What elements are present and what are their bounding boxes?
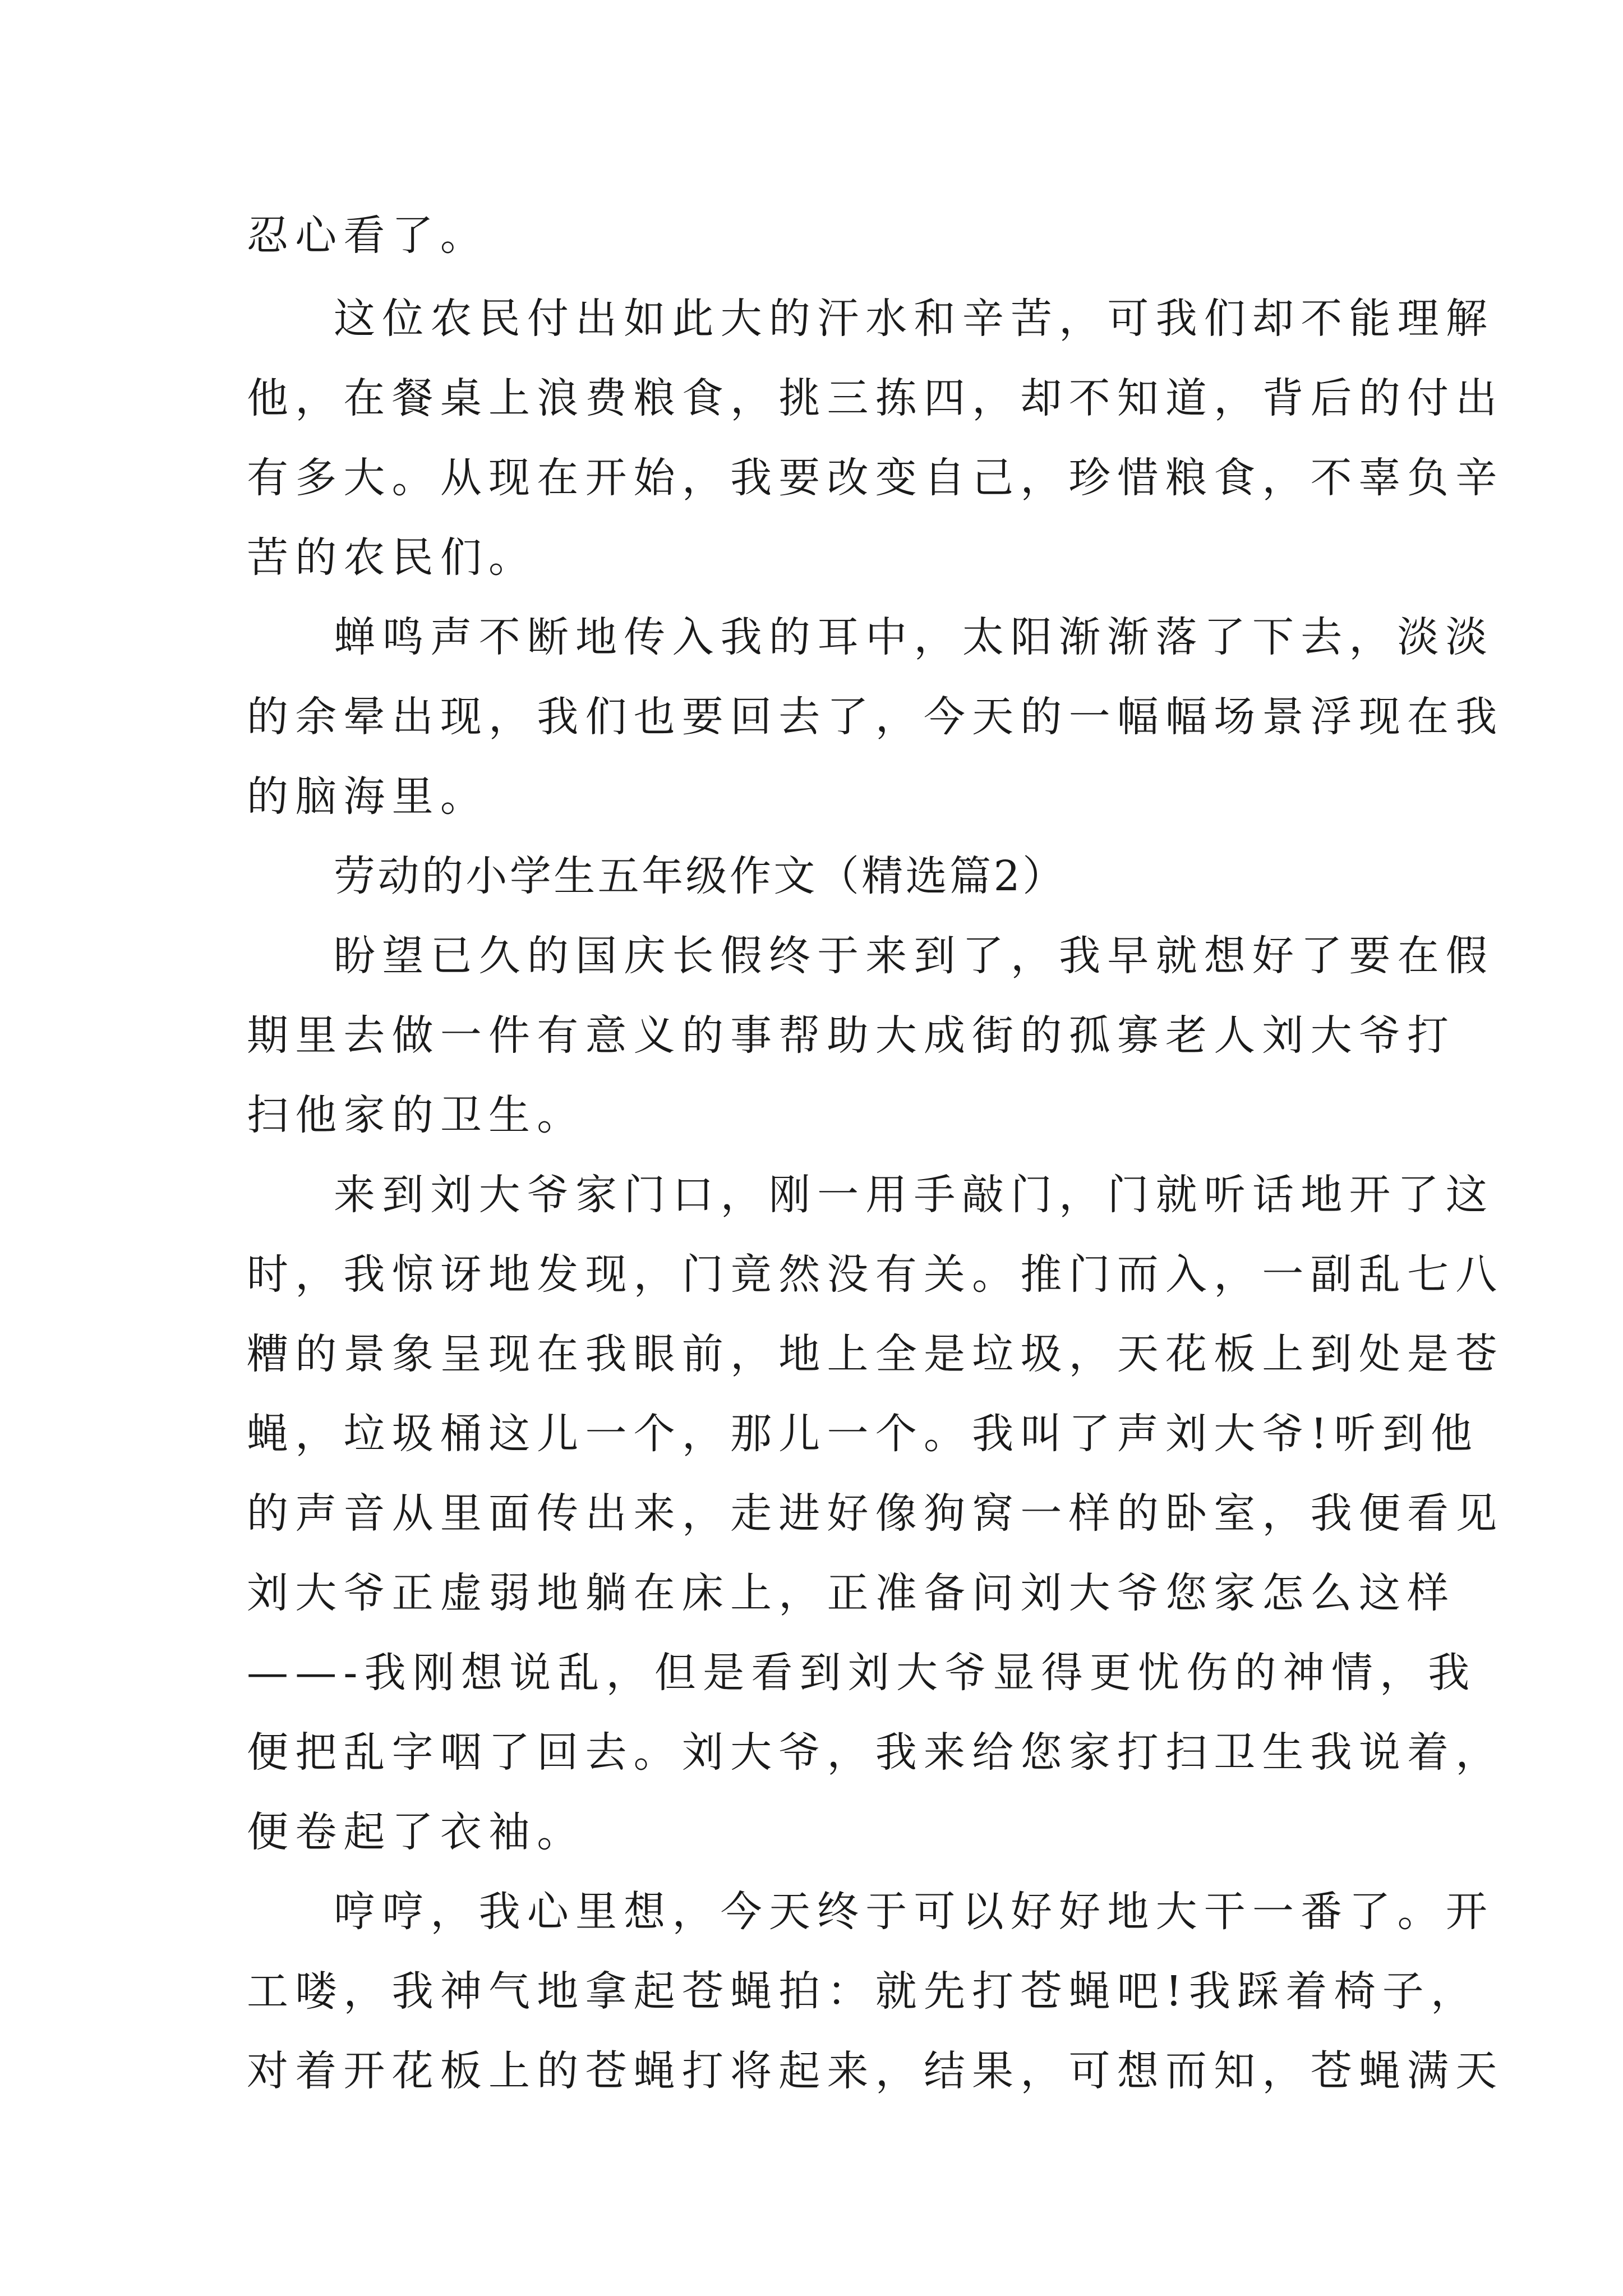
text-line: 来到刘大爷家门口，刚一用手敲门，门就听话地开了这	[334, 1171, 1495, 1219]
text-line: 时，我惊讶地发现，门竟然没有关。推门而入，一副乱七八	[247, 1250, 1504, 1299]
text-line: ——-我刚想说乱，但是看到刘大爷显得更忧伤的神情，我	[247, 1649, 1477, 1697]
text-line: 蝉鸣声不断地传入我的耳中，太阳渐渐落了下去，淡淡	[334, 613, 1495, 661]
text-line: 哼哼，我心里想，今天终于可以好好地大干一番了。开	[334, 1888, 1495, 1936]
text-line: 扫他家的卫生。	[247, 1091, 585, 1139]
text-line: 蝇，垃圾桶这儿一个，那儿一个。我叫了声刘大爷!听到他	[247, 1410, 1479, 1458]
text-line: 刘大爷正虚弱地躺在床上，正准备问刘大爷您家怎么这样	[247, 1569, 1456, 1617]
text-line: 他，在餐桌上浪费粮食，挑三拣四，却不知道，背后的付出	[247, 374, 1504, 422]
text-line: 便卷起了衣袖。	[247, 1808, 585, 1856]
text-line: 这位农民付出如此大的汗水和辛苦，可我们却不能理解	[334, 295, 1495, 343]
text-line: 糟的景象呈现在我眼前，地上全是垃圾，天花板上到处是苍	[247, 1330, 1504, 1378]
text-line: 苦的农民们。	[247, 533, 537, 582]
text-line: 对着开花板上的苍蝇打将起来，结果，可想而知，苍蝇满天	[247, 2047, 1504, 2095]
text-line: 工喽，我神气地拿起苍蝇拍：就先打苍蝇吧!我踩着椅子，	[247, 1967, 1479, 2016]
text-line: 的声音从里面传出来，走进好像狗窝一样的卧室，我便看见	[247, 1489, 1504, 1538]
text-line: 期里去做一件有意义的事帮助大成街的孤寡老人刘大爷打	[247, 1011, 1456, 1060]
text-line: 有多大。从现在开始，我要改变自己，珍惜粮食，不辜负辛	[247, 454, 1504, 502]
text-line: 忍心看了。	[247, 211, 489, 260]
text-line: 便把乱字咽了回去。刘大爷，我来给您家打扫卫生我说着，	[247, 1728, 1504, 1777]
text-line: 的脑海里。	[247, 772, 489, 821]
text-line: 的余晕出现，我们也要回去了，今天的一幅幅场景浮现在我	[247, 693, 1504, 741]
section-heading-text: 劳动的小学生五年级作文（精选篇2）	[334, 852, 1067, 900]
text-line: 盼望已久的国庆长假终于来到了，我早就想好了要在假	[334, 932, 1495, 980]
